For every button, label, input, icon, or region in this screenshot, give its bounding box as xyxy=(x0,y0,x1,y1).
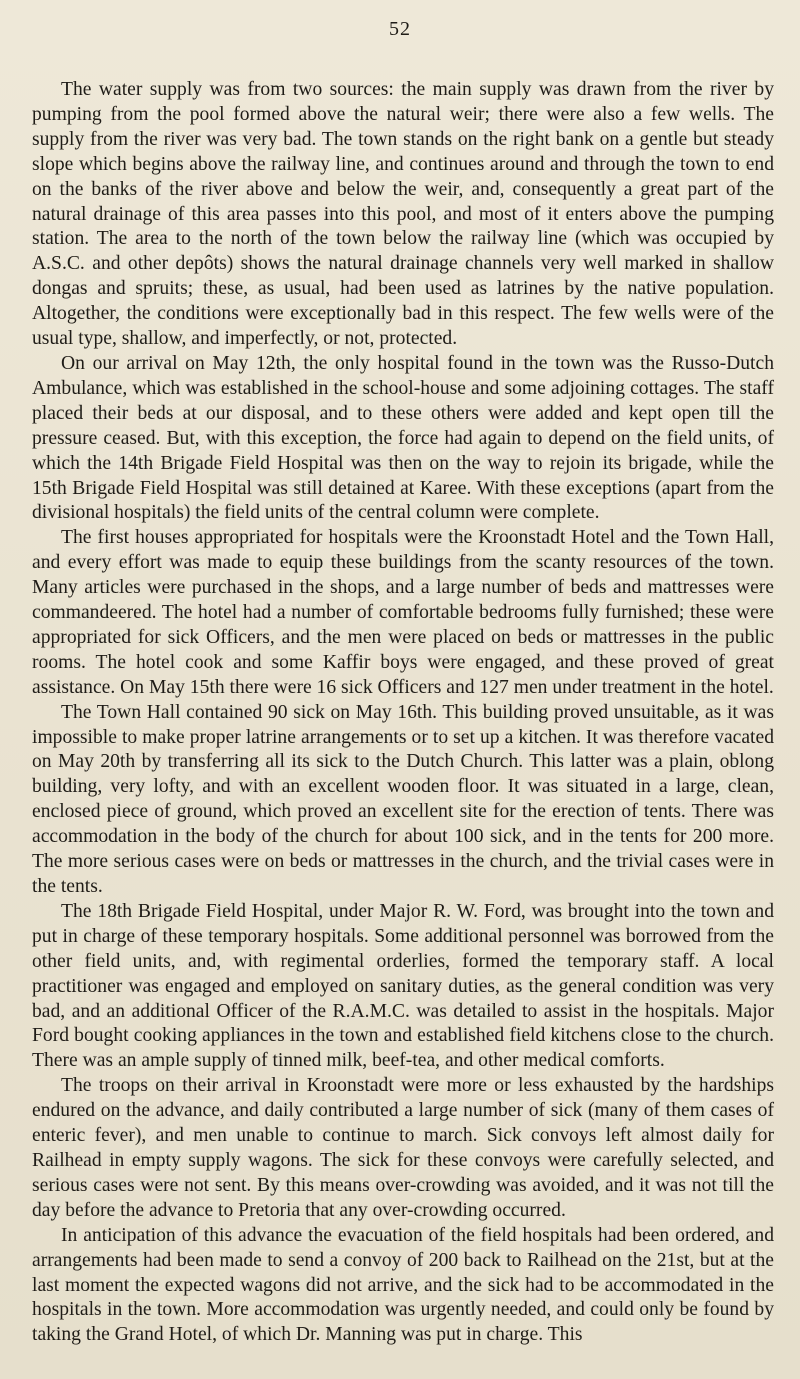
body-text xyxy=(32,78,774,1348)
paragraph-water-supply: The water supply was from two sources: the main supply was drawn from the river by pumping from the pool formed above the natural weir; there were also a few wells. The supply from the river was very bad. The town stands on the right bank on a gentle but steady slope which begins above the railway line, and continues around and through the town to end on the banks of the river above and below the weir, and, consequently a great part of the natural drainage of this area passes into this pool, and most of it enters above the pumping station. The area to the north of the town below the railway line (which was occupied by A.S.C. and other depôts) shows the natural drainage channels very well marked in shallow dongas and spruits; these, as usual, had been used as latrines by the native population. Altogether, the conditions were exceptionally bad in this respect. The few wells were of the usual type, shallow, and imperfectly, or not, protected. xyxy=(32,79,774,350)
paragraph-troops: The troops on their arrival in Kroonstadt were more or less exhausted by the hardships endured on the advance, and daily contributed a large number of sick (many of them cases of enteric fever), and men unable to continue to march. Sick convoys left almost daily for Railhead in empty supply wagons. The sick for these convoys were carefully selected, and serious cases were not sent. By this means over-crowding was avoided, and it was not till the day before the advance to Pretoria that any over-crowding occurred. xyxy=(32,1075,774,1221)
paragraph-brigade-hospital: The 18th Brigade Field Hospital, under Major R. W. Ford, was brought into the town and put in charge of these temporary hospitals. Some additional personnel was borrowed from the other field units, and, with regimental orderlies, formed the temporary staff. A local practitioner was engaged and employed on sanitary duties, as the general condition was very bad, and an additional Officer of the R.A.M.C. was detailed to assist in the hospitals. Major Ford bought cooking appliances in the town and established field kitchens close to the church. There was an ample supply of tinned milk, beef-tea, and other medical comforts. xyxy=(32,900,774,1072)
paragraph-first-houses: The first houses appropriated for hospitals were the Kroonstadt Hotel and the Town Hall, and every effort was made to equip these buildings from the scanty resources of the town. Many articles were purchased in the shops, and a large number of beds and mattresses were commandeered. The hotel had a number of comfortable bedrooms fully furnished; these were appropriated for sick Officers, and the men were placed on beds or mattresses in the public rooms. The hotel cook and some Kaffir boys were engaged, and these proved of great assistance. On May 15th there were 16 sick Officers and 127 men under treatment in the hotel. xyxy=(32,527,774,698)
paragraph-town-hall: The Town Hall contained 90 sick on May 16th. This building proved unsuitable, as it was impossible to make proper latrine arrangements or to set up a kitchen. It was therefore vacated on May 20th by transferring all its sick to the Dutch Church. This latter was a plain, oblong building, very lofty, and with an excellent wooden floor. It was situated in a large, clean, enclosed piece of ground, which proved an excellent site for the erection of tents. There was accommodation in the body of the church for about 100 sick, and in the tents for 200 more. The more serious cases were on beds or mattresses in the church, and the trivial cases were in the tents. xyxy=(32,701,774,897)
paragraph-evacuation: In anticipation of this advance the evacuation of the field hospitals had been ordered, and arrangements had been made to send a convoy of 200 back to Railhead on the 21st, but at the last moment the expected wagons did not arrive, and the sick had to be accommodated in the hospitals in the town. More accommodation was urgently needed, and could only be found by taking the Grand Hotel, of which Dr. Manning was put in charge. This xyxy=(32,1224,774,1346)
paragraph-arrival: On our arrival on May 12th, the only hospital found in the town was the Russo-Dutch Ambulance, which was established in the school-house and some adjoining cottages. The staff placed their beds at our disposal, and to these others were added and kept open till the pressure ceased. But, with this exception, the force had again to depend on the field units, of which the 14th Brigade Field Hospital was then on the way to rejoin its brigade, while the 15th Brigade Field Hospital was still detained at Karee. With these exceptions (apart from the divisional hospitals) the field units of the central column were complete. xyxy=(32,352,774,524)
page-number: 52 xyxy=(389,18,411,40)
